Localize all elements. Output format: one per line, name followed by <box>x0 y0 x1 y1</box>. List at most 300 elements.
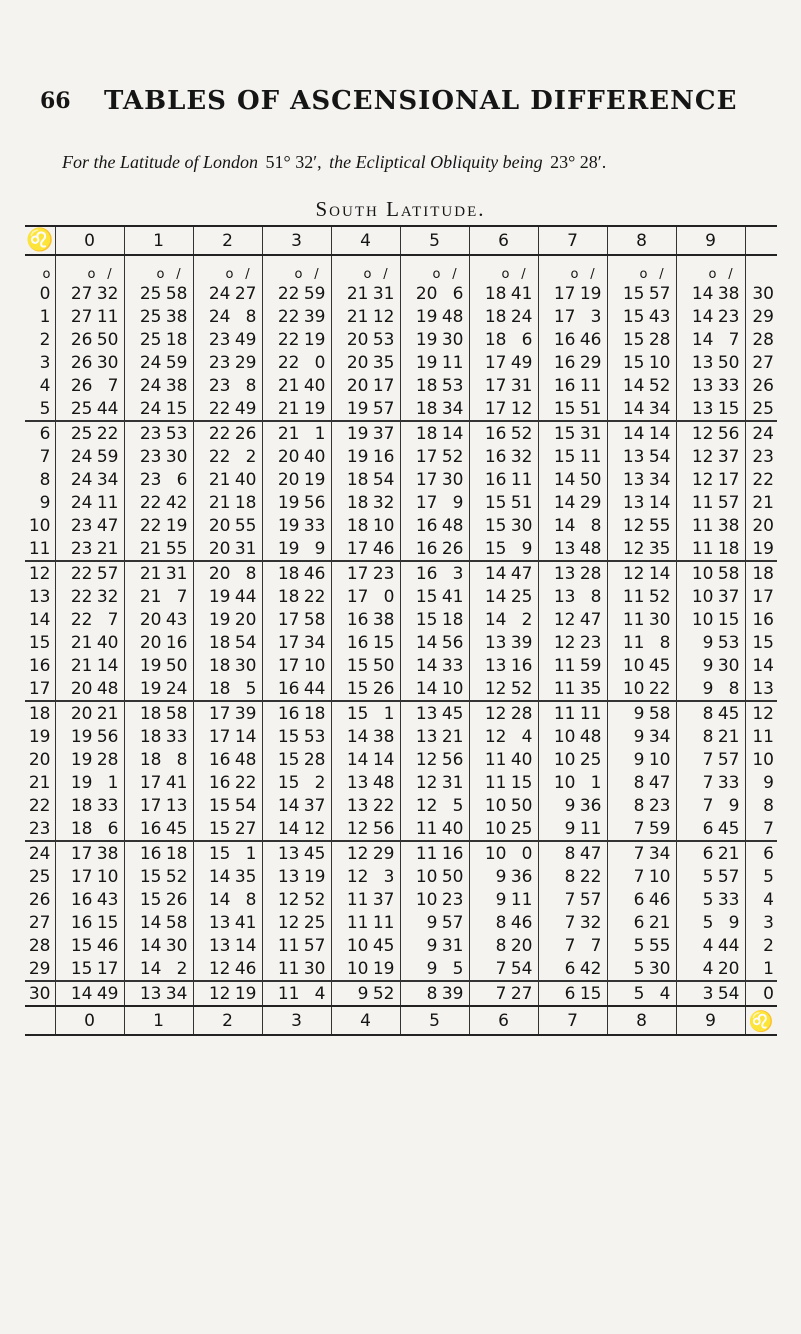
table-cell <box>331 328 400 351</box>
cell-minutes: 30 <box>717 655 740 676</box>
table-cell <box>193 654 262 677</box>
table-row <box>25 397 777 421</box>
cell-minutes: 53 <box>303 726 326 747</box>
unit-marker-cell <box>676 255 745 282</box>
table-cell <box>400 514 469 537</box>
table-cell <box>193 911 262 934</box>
table-cell <box>193 468 262 491</box>
table-cell <box>331 397 400 421</box>
cell-minutes: 37 <box>303 795 326 816</box>
unit-marker-trail <box>745 255 777 282</box>
cell-minutes: 44 <box>234 586 257 607</box>
cell-degrees: 16 <box>484 446 507 467</box>
cell-degrees: 11 <box>622 609 645 630</box>
cell-minutes: 12 <box>303 818 326 839</box>
cell-minutes: 50 <box>510 795 533 816</box>
table-cell <box>676 305 745 328</box>
cell-minutes: 59 <box>165 352 188 373</box>
cell-minutes: 54 <box>372 469 395 490</box>
table-cell <box>676 537 745 561</box>
cell-minutes: 14 <box>648 423 671 444</box>
cell-minutes: 16 <box>165 632 188 653</box>
row-degree-trail: 3 <box>745 911 777 934</box>
row-degree-trail: 28 <box>745 328 777 351</box>
cell-minutes: 57 <box>648 283 671 304</box>
cell-degrees: 13 <box>346 772 369 793</box>
cell-minutes: 15 <box>510 772 533 793</box>
table-cell <box>55 468 124 491</box>
cell-minutes: 18 <box>441 609 464 630</box>
cell-minutes: 4 <box>314 983 326 1004</box>
table-cell <box>193 725 262 748</box>
cell-degrees: 17 <box>139 795 162 816</box>
cell-minutes: 37 <box>372 423 395 444</box>
table-cell <box>124 771 193 794</box>
cell-minutes: 6 <box>521 329 533 350</box>
cell-degrees: 13 <box>553 538 576 559</box>
table-cell <box>124 654 193 677</box>
cell-minutes: 56 <box>441 632 464 653</box>
table-cell <box>469 445 538 468</box>
table-cell <box>55 701 124 725</box>
cell-degrees: 11 <box>484 772 507 793</box>
cell-minutes: 52 <box>510 678 533 699</box>
cell-degrees: 19 <box>208 586 231 607</box>
table-cell <box>124 514 193 537</box>
table-cell <box>607 748 676 771</box>
column-footer-1: 1 <box>124 1006 193 1035</box>
table-cell <box>124 561 193 585</box>
table-cell <box>469 561 538 585</box>
table-cell <box>469 701 538 725</box>
cell-minutes: 47 <box>510 563 533 584</box>
cell-minutes: 21 <box>648 912 671 933</box>
cell-degrees: 17 <box>415 446 438 467</box>
cell-minutes: 7 <box>107 375 119 396</box>
cell-minutes: 6 <box>107 818 119 839</box>
table-cell <box>193 981 262 1006</box>
cell-minutes: 51 <box>510 492 533 513</box>
row-degree-lead: 23 <box>28 818 51 839</box>
cell-minutes: 30 <box>441 469 464 490</box>
cell-minutes: 50 <box>579 469 602 490</box>
row-degree-lead: 21 <box>28 772 51 793</box>
cell-degrees: 19 <box>70 726 93 747</box>
cell-minutes: 48 <box>234 749 257 770</box>
table-cell <box>55 934 124 957</box>
table-cell <box>676 865 745 888</box>
row-degree-lead: 9 <box>39 492 51 513</box>
table-cell <box>400 537 469 561</box>
cell-minutes: 45 <box>372 935 395 956</box>
cell-minutes: 2 <box>245 446 257 467</box>
cell-minutes: 11 <box>579 818 602 839</box>
cell-degrees: 17 <box>277 655 300 676</box>
cell-degrees: 6 <box>633 912 645 933</box>
cell-degrees: 16 <box>415 563 438 584</box>
cell-minutes: 25 <box>510 586 533 607</box>
table-row <box>25 725 777 748</box>
cell-degrees: 8 <box>633 772 645 793</box>
cell-degrees: 4 <box>702 958 714 979</box>
cell-degrees: 20 <box>139 632 162 653</box>
cell-degrees: 4 <box>702 935 714 956</box>
cell-degrees: 23 <box>70 515 93 536</box>
cell-minutes: 19 <box>303 329 326 350</box>
table-cell <box>331 282 400 305</box>
cell-degrees: 16 <box>553 352 576 373</box>
cell-minutes: 11 <box>510 889 533 910</box>
table-cell <box>262 654 331 677</box>
row-degree-trail: 4 <box>745 888 777 911</box>
cell-minutes: 8 <box>590 515 602 536</box>
zodiac-sign-bottom: ♌ <box>745 1006 777 1035</box>
cell-degrees: 14 <box>622 398 645 419</box>
cell-degrees: 16 <box>484 469 507 490</box>
cell-degrees: 16 <box>208 772 231 793</box>
cell-minutes: 55 <box>165 538 188 559</box>
cell-minutes: 10 <box>648 352 671 373</box>
cell-minutes: 17 <box>372 375 395 396</box>
table-cell <box>124 934 193 957</box>
cell-degrees: 18 <box>484 329 507 350</box>
cell-degrees: 11 <box>553 703 576 724</box>
table-row <box>25 817 777 841</box>
cell-minutes: 15 <box>372 632 395 653</box>
cell-minutes: 14 <box>648 563 671 584</box>
table-cell <box>55 328 124 351</box>
page-header <box>40 88 780 118</box>
cell-degrees: 19 <box>346 446 369 467</box>
column-header-9: 9 <box>676 226 745 255</box>
row-degree-trail: 9 <box>745 771 777 794</box>
unit-marker-cell <box>124 255 193 282</box>
table-row <box>25 491 777 514</box>
cell-degrees: 9 <box>633 726 645 747</box>
cell-degrees: 14 <box>346 749 369 770</box>
cell-degrees: 17 <box>415 492 438 513</box>
row-degree-trail: 12 <box>745 701 777 725</box>
cell-minutes: 36 <box>510 866 533 887</box>
table-cell <box>193 374 262 397</box>
row-degree-trail: 14 <box>745 654 777 677</box>
row-degree-trail: 15 <box>745 631 777 654</box>
degree-marker: o <box>501 267 510 282</box>
cell-minutes: 21 <box>717 726 740 747</box>
cell-degrees: 17 <box>208 726 231 747</box>
cell-minutes: 34 <box>96 469 119 490</box>
row-degree-lead: 19 <box>28 726 51 747</box>
table-cell <box>469 631 538 654</box>
table-cell <box>607 911 676 934</box>
cell-degrees: 20 <box>70 678 93 699</box>
table-cell <box>55 957 124 981</box>
table-cell <box>676 654 745 677</box>
table-cell <box>262 305 331 328</box>
cell-minutes: 40 <box>96 632 119 653</box>
table-row <box>25 631 777 654</box>
cell-degrees: 17 <box>484 375 507 396</box>
cell-minutes: 7 <box>107 609 119 630</box>
table-cell <box>676 468 745 491</box>
table-cell <box>193 701 262 725</box>
cell-degrees: 18 <box>415 423 438 444</box>
unit-marker-cell <box>469 255 538 282</box>
table-cell <box>607 957 676 981</box>
table-cell <box>400 328 469 351</box>
table-cell <box>331 934 400 957</box>
cell-minutes: 7 <box>728 329 740 350</box>
cell-minutes: 41 <box>234 912 257 933</box>
table-cell <box>331 677 400 701</box>
cell-degrees: 27 <box>70 283 93 304</box>
cell-degrees: 17 <box>415 469 438 490</box>
cell-minutes: 34 <box>303 632 326 653</box>
cell-degrees: 15 <box>484 515 507 536</box>
table-cell <box>676 421 745 445</box>
table-cell <box>193 841 262 865</box>
table-cell <box>55 282 124 305</box>
cell-degrees: 22 <box>208 423 231 444</box>
cell-minutes: 41 <box>510 283 533 304</box>
cell-minutes: 57 <box>717 749 740 770</box>
cell-minutes: 29 <box>579 492 602 513</box>
footer-lead <box>25 1006 55 1035</box>
page-number: 66 <box>40 88 71 114</box>
cell-degrees: 19 <box>70 772 93 793</box>
cell-degrees: 18 <box>139 749 162 770</box>
cell-degrees: 14 <box>70 983 93 1004</box>
cell-degrees: 9 <box>564 818 576 839</box>
table-cell <box>331 421 400 445</box>
cell-minutes: 42 <box>579 958 602 979</box>
cell-minutes: 34 <box>441 398 464 419</box>
cell-degrees: 14 <box>691 329 714 350</box>
cell-minutes: 47 <box>648 772 671 793</box>
cell-degrees: 24 <box>70 492 93 513</box>
cell-degrees: 16 <box>208 749 231 770</box>
cell-minutes: 58 <box>303 609 326 630</box>
cell-minutes: 30 <box>510 515 533 536</box>
row-degree-lead: 0 <box>39 283 51 304</box>
cell-minutes: 54 <box>717 983 740 1004</box>
cell-degrees: 23 <box>208 375 231 396</box>
table-cell <box>55 537 124 561</box>
cell-degrees: 25 <box>139 283 162 304</box>
table-cell <box>607 305 676 328</box>
table-cell <box>262 981 331 1006</box>
cell-minutes: 3 <box>452 563 464 584</box>
table-row <box>25 748 777 771</box>
table-cell <box>469 817 538 841</box>
cell-minutes: 5 <box>452 958 464 979</box>
cell-degrees: 10 <box>622 655 645 676</box>
cell-degrees: 24 <box>208 306 231 327</box>
cell-minutes: 3 <box>383 866 395 887</box>
table-row <box>25 957 777 981</box>
cell-minutes: 46 <box>579 329 602 350</box>
cell-degrees: 15 <box>553 446 576 467</box>
cell-degrees: 8 <box>426 983 438 1004</box>
cell-degrees: 13 <box>691 352 714 373</box>
cell-degrees: 19 <box>139 655 162 676</box>
table-cell <box>262 631 331 654</box>
cell-degrees: 21 <box>346 283 369 304</box>
cell-degrees: 18 <box>415 398 438 419</box>
cell-degrees: 9 <box>702 655 714 676</box>
cell-minutes: 42 <box>165 492 188 513</box>
cell-minutes: 50 <box>441 866 464 887</box>
cell-degrees: 9 <box>495 889 507 910</box>
table-cell <box>55 771 124 794</box>
cell-degrees: 13 <box>553 586 576 607</box>
cell-degrees: 13 <box>277 866 300 887</box>
cell-minutes: 9 <box>521 538 533 559</box>
cell-minutes: 47 <box>579 609 602 630</box>
row-degree-lead: 18 <box>25 701 55 725</box>
cell-minutes: 7 <box>590 935 602 956</box>
cell-degrees: 20 <box>70 703 93 724</box>
cell-minutes: 1 <box>314 423 326 444</box>
table-cell <box>262 841 331 865</box>
row-degree-trail: 0 <box>745 981 777 1006</box>
cell-minutes: 28 <box>96 749 119 770</box>
minute-marker: / <box>176 267 181 282</box>
cell-degrees: 18 <box>346 492 369 513</box>
table-cell <box>469 537 538 561</box>
table-cell <box>331 631 400 654</box>
table-cell <box>262 748 331 771</box>
cell-degrees: 23 <box>139 469 162 490</box>
cell-degrees: 19 <box>415 306 438 327</box>
cell-degrees: 7 <box>633 843 645 864</box>
cell-minutes: 14 <box>441 423 464 444</box>
degree-marker: o <box>708 267 717 282</box>
table-cell <box>538 514 607 537</box>
cell-minutes: 44 <box>717 935 740 956</box>
table-cell <box>55 794 124 817</box>
column-footer-2: 2 <box>193 1006 262 1035</box>
cell-minutes: 26 <box>165 889 188 910</box>
table-cell <box>607 865 676 888</box>
cell-minutes: 34 <box>648 726 671 747</box>
cell-minutes: 38 <box>165 306 188 327</box>
cell-minutes: 10 <box>648 749 671 770</box>
table-cell <box>331 374 400 397</box>
cell-minutes: 17 <box>717 469 740 490</box>
cell-degrees: 18 <box>139 703 162 724</box>
cell-minutes: 32 <box>372 492 395 513</box>
cell-degrees: 6 <box>564 958 576 979</box>
cell-degrees: 13 <box>484 655 507 676</box>
cell-minutes: 19 <box>303 398 326 419</box>
table-row <box>25 561 777 585</box>
cell-degrees: 25 <box>70 398 93 419</box>
cell-minutes: 46 <box>234 958 257 979</box>
cell-degrees: 13 <box>277 843 300 864</box>
degree-marker: o <box>156 267 165 282</box>
table-cell <box>538 468 607 491</box>
table-cell <box>400 374 469 397</box>
cell-degrees: 14 <box>139 958 162 979</box>
table-cell <box>124 888 193 911</box>
cell-degrees: 18 <box>484 306 507 327</box>
table-cell <box>607 514 676 537</box>
table-cell <box>124 701 193 725</box>
cell-minutes: 8 <box>245 889 257 910</box>
cell-degrees: 10 <box>553 772 576 793</box>
cell-degrees: 16 <box>70 889 93 910</box>
table-cell <box>538 701 607 725</box>
cell-degrees: 27 <box>70 306 93 327</box>
cell-minutes: 27 <box>510 983 533 1004</box>
table-cell <box>193 608 262 631</box>
table-cell <box>193 934 262 957</box>
cell-minutes: 45 <box>441 703 464 724</box>
cell-minutes: 56 <box>372 818 395 839</box>
cell-degrees: 16 <box>277 678 300 699</box>
cell-degrees: 18 <box>415 375 438 396</box>
table-cell <box>469 468 538 491</box>
table-cell <box>676 514 745 537</box>
cell-minutes: 52 <box>165 866 188 887</box>
cell-degrees: 24 <box>139 375 162 396</box>
row-degree-lead: 4 <box>39 375 51 396</box>
row-degree-trail: 29 <box>745 305 777 328</box>
cell-degrees: 18 <box>208 632 231 653</box>
cell-minutes: 14 <box>372 749 395 770</box>
column-header-6: 6 <box>469 226 538 255</box>
table-cell <box>124 537 193 561</box>
row-degree-lead: 7 <box>39 446 51 467</box>
cell-minutes: 8 <box>245 375 257 396</box>
table-cell <box>469 841 538 865</box>
cell-minutes: 46 <box>510 912 533 933</box>
cell-minutes: 45 <box>717 703 740 724</box>
table-cell <box>400 305 469 328</box>
cell-degrees: 10 <box>691 563 714 584</box>
table-cell <box>676 888 745 911</box>
column-header-1: 1 <box>124 226 193 255</box>
table-cell <box>607 677 676 701</box>
cell-degrees: 15 <box>484 492 507 513</box>
table-cell <box>262 491 331 514</box>
cell-degrees: 23 <box>139 423 162 444</box>
cell-degrees: 11 <box>691 538 714 559</box>
table-cell <box>124 608 193 631</box>
table-cell <box>400 608 469 631</box>
row-degree-trail: 5 <box>745 865 777 888</box>
table-cell <box>331 585 400 608</box>
cell-minutes: 19 <box>372 958 395 979</box>
cell-degrees: 15 <box>139 889 162 910</box>
cell-minutes: 38 <box>372 609 395 630</box>
cell-degrees: 6 <box>633 889 645 910</box>
cell-minutes: 52 <box>510 423 533 444</box>
table-cell <box>400 351 469 374</box>
table-cell <box>538 631 607 654</box>
cell-degrees: 20 <box>139 609 162 630</box>
cell-degrees: 11 <box>553 655 576 676</box>
cell-degrees: 15 <box>622 283 645 304</box>
table-cell <box>469 491 538 514</box>
cell-degrees: 17 <box>70 843 93 864</box>
cell-minutes: 1 <box>590 772 602 793</box>
cell-minutes: 14 <box>648 492 671 513</box>
table-cell <box>676 328 745 351</box>
table-cell <box>262 585 331 608</box>
cell-minutes: 10 <box>303 655 326 676</box>
